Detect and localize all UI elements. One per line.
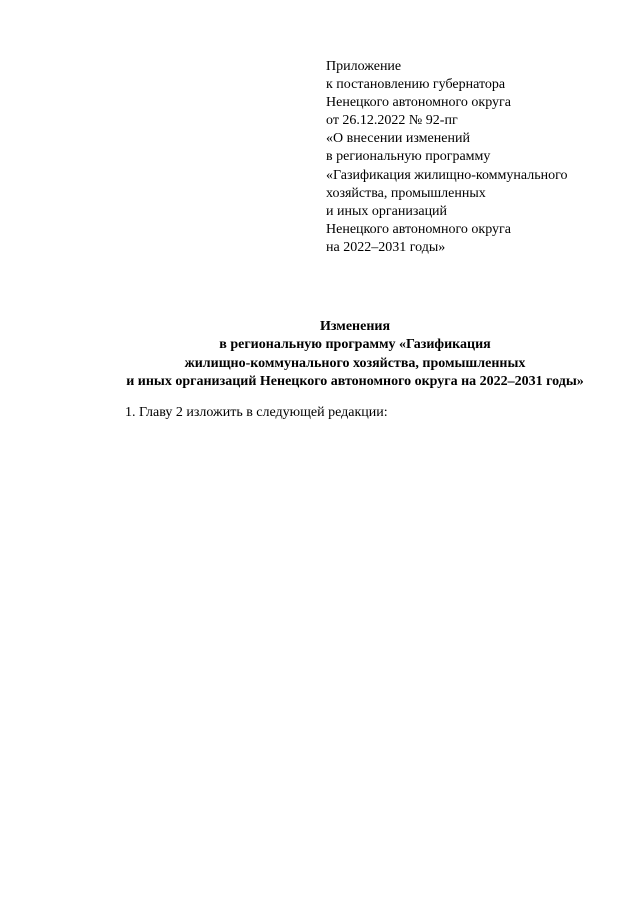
appendix-line: хозяйства, промышленных — [326, 185, 486, 201]
appendix-block — [326, 58, 626, 257]
appendix-line: «Газификация жилищно-коммунального — [326, 167, 568, 183]
appendix-line: Приложение — [326, 59, 402, 74]
appendix-line: Ненецкого автономного округа — [326, 221, 511, 237]
appendix-line: на 2022–2031 годы» — [326, 239, 446, 255]
body-paragraph-1: 1. Главу 2 изложить в следующей редакции: — [125, 405, 388, 420]
heading-line: в региональную программу «Газификация — [219, 337, 491, 353]
appendix-line: и иных организаций — [326, 203, 448, 219]
heading-line: и иных организаций Ненецкого автономного округа на 2022–2031 годы» — [126, 373, 584, 389]
appendix-line: от 26.12.2022 № 92-пг — [326, 113, 458, 129]
appendix-line: к постановлению губернатора — [326, 77, 506, 93]
heading-line: жилищно-коммунального хозяйства, промышленных — [184, 355, 526, 371]
heading-title: Изменения — [319, 319, 391, 334]
appendix-line: Ненецкого автономного округа — [326, 95, 511, 111]
appendix-line: «О внесении изменений — [326, 131, 470, 147]
document-heading — [60, 318, 640, 391]
appendix-line: в региональную программу — [326, 149, 491, 165]
